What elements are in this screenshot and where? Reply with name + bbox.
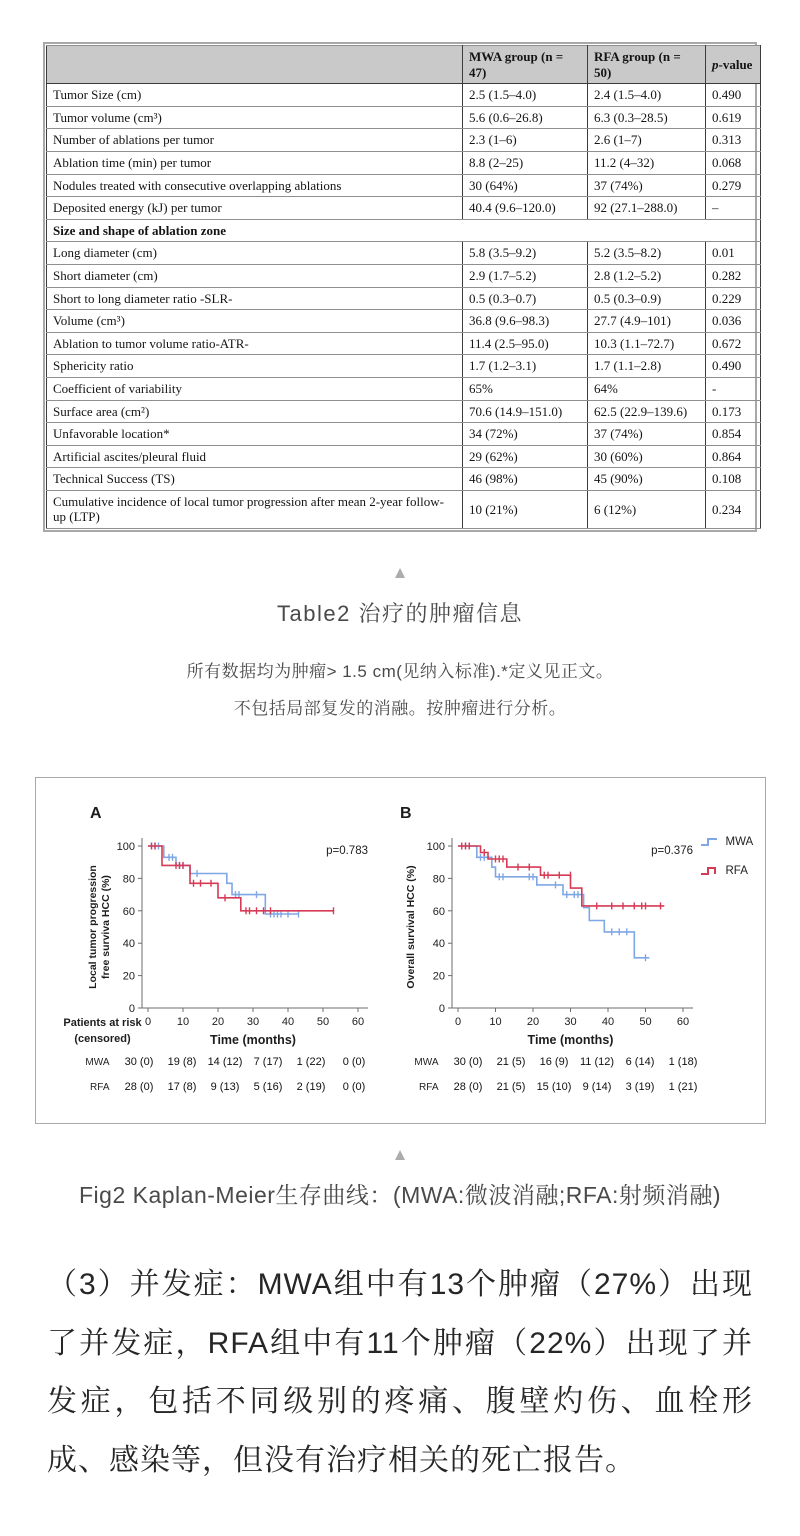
results-table-body xyxy=(47,84,761,529)
body-paragraph: （3）并发症：MWA组中有13个肿瘤（27%）出现了并发症，RFA组中有11个肿瘤（22%）出现了并发症，包括不同级别的疼痛、腹壁灼伤、血栓形成、感染等，但没有治疗相关的死亡报告。 xyxy=(47,1268,753,1477)
svg-text:30: 30 xyxy=(563,1016,577,1029)
pvalue-cell: - xyxy=(706,377,761,400)
table-section-row xyxy=(47,219,761,242)
svg-text:0: 0 xyxy=(144,1016,151,1029)
pvalue-cell: 0.229 xyxy=(706,287,761,310)
mwa-value-cell: 5.6 (0.6–26.8) xyxy=(463,106,588,129)
svg-text:B: B xyxy=(399,805,412,823)
risk-value: 6 (14) xyxy=(625,1056,655,1069)
risk-value: 0 (0) xyxy=(342,1081,366,1094)
row-label-cell: Tumor volume (cm³) xyxy=(47,106,463,129)
pvalue-cell: 0.864 xyxy=(706,445,761,468)
table-row xyxy=(47,310,761,333)
rfa-value-cell: 45 (90%) xyxy=(588,468,706,491)
risk-value: 17 (8) xyxy=(167,1081,197,1094)
km-curve-rfa xyxy=(148,843,334,915)
pvalue-cell: 0.173 xyxy=(706,400,761,423)
rfa-value-cell: 5.2 (3.5–8.2) xyxy=(588,242,706,265)
risk-value: 16 (9) xyxy=(539,1056,569,1069)
row-label-cell: Short diameter (cm) xyxy=(47,264,463,287)
mwa-value-cell: 34 (72%) xyxy=(463,423,588,446)
risk-value: 2 (19) xyxy=(296,1081,326,1094)
row-label-cell: Number of ablations per tumor xyxy=(47,129,463,152)
svg-text:40: 40 xyxy=(601,1016,614,1029)
svg-text:p=0.376: p=0.376 xyxy=(650,845,693,858)
svg-text:A: A xyxy=(89,805,102,823)
row-label-cell: Artificial ascites/pleural fluid xyxy=(47,445,463,468)
risk-value: 1 (22) xyxy=(296,1056,326,1069)
risk-value: 28 (0) xyxy=(453,1081,483,1094)
pvalue-cell: 0.234 xyxy=(706,490,761,528)
risk-value: 21 (5) xyxy=(496,1081,526,1094)
svg-text:100: 100 xyxy=(426,841,445,854)
mwa-value-cell: 5.8 (3.5–9.2) xyxy=(463,242,588,265)
risk-value: 9 (14) xyxy=(582,1081,612,1094)
mwa-value-cell: 11.4 (2.5–95.0) xyxy=(463,332,588,355)
row-label-cell: Short to long diameter ratio -SLR- xyxy=(47,287,463,310)
table-row xyxy=(47,287,761,310)
rfa-value-cell: 6.3 (0.3–28.5) xyxy=(588,106,706,129)
pvalue-cell: 0.036 xyxy=(706,310,761,333)
row-label-cell: Long diameter (cm) xyxy=(47,242,463,265)
mwa-value-cell: 10 (21%) xyxy=(463,490,588,528)
table-row xyxy=(47,377,761,400)
svg-text:40: 40 xyxy=(122,938,135,951)
row-label-cell: Unfavorable location* xyxy=(47,423,463,446)
risk-value: 9 (13) xyxy=(210,1081,240,1094)
table-header-row xyxy=(47,46,761,84)
figure-caption-block xyxy=(0,1146,800,1210)
rfa-value-cell: 0.5 (0.3–0.9) xyxy=(588,287,706,310)
results-table-head xyxy=(47,46,761,84)
mwa-value-cell: 29 (62%) xyxy=(463,445,588,468)
pvalue-cell: 0.672 xyxy=(706,332,761,355)
rfa-value-cell: 2.8 (1.2–5.2) xyxy=(588,264,706,287)
svg-text:0: 0 xyxy=(438,1003,445,1016)
mwa-value-cell: 1.7 (1.2–3.1) xyxy=(463,355,588,378)
km-curve-mwa xyxy=(458,843,649,962)
table-row xyxy=(47,468,761,491)
rfa-value-cell: 92 (27.1–288.0) xyxy=(588,197,706,220)
mwa-value-cell: 46 (98%) xyxy=(463,468,588,491)
svg-text:40: 40 xyxy=(432,938,445,951)
table-row xyxy=(47,332,761,355)
row-label-cell: Ablation time (min) per tumor xyxy=(47,151,463,174)
censor-marks-mwa xyxy=(151,843,298,918)
rfa-value-cell: 2.4 (1.5–4.0) xyxy=(588,84,706,107)
header-cell-mwa: MWA group (n = 47) xyxy=(463,46,588,84)
svg-text:Local tumor progression: Local tumor progression xyxy=(86,865,99,989)
pvalue-cell: 0.619 xyxy=(706,106,761,129)
legend-entry-rfa xyxy=(700,865,754,877)
figure-box xyxy=(35,777,766,1124)
legend-step-icon xyxy=(700,865,720,877)
mwa-value-cell: 36.8 (9.6–98.3) xyxy=(463,310,588,333)
svg-text:40: 40 xyxy=(281,1016,294,1029)
mwa-value-cell: 70.6 (14.9–151.0) xyxy=(463,400,588,423)
risk-value: 15 (10) xyxy=(536,1081,572,1094)
risk-value: 3 (19) xyxy=(625,1081,655,1094)
km-chart-panel-a xyxy=(56,786,386,1048)
table-row xyxy=(47,151,761,174)
rfa-value-cell: 2.6 (1–7) xyxy=(588,129,706,152)
table-row xyxy=(47,174,761,197)
rfa-value-cell: 27.7 (4.9–101) xyxy=(588,310,706,333)
svg-text:0: 0 xyxy=(454,1016,461,1029)
table-row xyxy=(47,423,761,446)
pvalue-cell: 0.490 xyxy=(706,84,761,107)
rfa-value-cell: 62.5 (22.9–139.6) xyxy=(588,400,706,423)
svg-text:60: 60 xyxy=(351,1016,364,1029)
svg-text:20: 20 xyxy=(122,970,135,983)
pvalue-cell: 0.01 xyxy=(706,242,761,265)
axes xyxy=(138,838,368,1012)
risk-row-rfa xyxy=(405,1081,705,1093)
svg-text:20: 20 xyxy=(211,1016,224,1029)
risk-row-mwa xyxy=(76,1056,376,1068)
risk-value: 28 (0) xyxy=(124,1081,154,1094)
results-table xyxy=(46,45,761,529)
row-label-cell: Deposited energy (kJ) per tumor xyxy=(47,197,463,220)
legend-label: MWA xyxy=(725,836,754,849)
chart-legend xyxy=(700,836,754,894)
mwa-value-cell: 8.8 (2–25) xyxy=(463,151,588,174)
svg-text:60: 60 xyxy=(676,1016,689,1029)
risk-value: 30 (0) xyxy=(453,1056,483,1069)
censored-line: (censored) xyxy=(74,1032,131,1045)
risk-value: 14 (12) xyxy=(207,1056,243,1069)
row-label-cell: Surface area (cm²) xyxy=(47,400,463,423)
mwa-value-cell: 40.4 (9.6–120.0) xyxy=(463,197,588,220)
legend-entry-mwa xyxy=(700,836,754,848)
mwa-value-cell: 65% xyxy=(463,377,588,400)
svg-text:80: 80 xyxy=(122,873,135,886)
km-chart-panel-b xyxy=(366,786,696,1048)
risk-row-label: MWA xyxy=(85,1056,110,1068)
risk-table-panel-a xyxy=(76,1056,376,1106)
svg-text:60: 60 xyxy=(432,905,445,918)
risk-value: 19 (8) xyxy=(167,1056,197,1069)
svg-text:Overall survival HCC (%): Overall survival HCC (%) xyxy=(404,865,417,989)
table-notes xyxy=(0,654,800,727)
risk-row-mwa xyxy=(405,1056,705,1068)
svg-text:80: 80 xyxy=(432,873,445,886)
table-row xyxy=(47,355,761,378)
svg-text:100: 100 xyxy=(116,841,135,854)
row-label-cell: Coefficient of variability xyxy=(47,377,463,400)
censor-marks-rfa xyxy=(151,843,333,915)
svg-text:Time (months): Time (months) xyxy=(209,1033,296,1048)
table-row xyxy=(47,400,761,423)
table-row xyxy=(47,197,761,220)
header-cell-rfa: RFA group (n = 50) xyxy=(588,46,706,84)
pvalue-cell: 0.282 xyxy=(706,264,761,287)
svg-text:Time (months): Time (months) xyxy=(527,1033,613,1048)
patients-at-risk-line: Patients at risk xyxy=(63,1017,142,1030)
figure-caption-text: Fig2 Kaplan-Meier生存曲线：(MWA:微波消融;RFA:射频消融) xyxy=(79,1182,721,1209)
risk-row-label: RFA xyxy=(419,1081,439,1093)
risk-value: 0 (0) xyxy=(342,1056,366,1069)
pvalue-cell: 0.108 xyxy=(706,468,761,491)
pvalue-cell: 0.854 xyxy=(706,423,761,446)
risk-row-label: RFA xyxy=(90,1081,110,1093)
rfa-value-cell: 37 (74%) xyxy=(588,423,706,446)
svg-text:free surviva HCC (%): free surviva HCC (%) xyxy=(99,875,112,980)
risk-value: 1 (18) xyxy=(668,1056,698,1069)
header-cell-empty xyxy=(47,46,463,84)
pvalue-cell: 0.279 xyxy=(706,174,761,197)
risk-value: 1 (21) xyxy=(668,1081,698,1094)
patients-at-risk-label xyxy=(38,1016,168,1047)
rfa-value-cell: 1.7 (1.1–2.8) xyxy=(588,355,706,378)
mwa-value-cell: 0.5 (0.3–0.7) xyxy=(463,287,588,310)
rfa-value-cell: 37 (74%) xyxy=(588,174,706,197)
pvalue-cell: 0.068 xyxy=(706,151,761,174)
row-label-cell: Technical Success (TS) xyxy=(47,468,463,491)
legend-step-icon xyxy=(700,836,720,848)
km-curve-mwa xyxy=(148,843,299,918)
mwa-value-cell: 2.5 (1.5–4.0) xyxy=(463,84,588,107)
svg-text:10: 10 xyxy=(176,1016,189,1029)
header-cell-pvalue: p-value xyxy=(706,46,761,84)
svg-text:50: 50 xyxy=(316,1016,329,1029)
mwa-value-cell: 2.3 (1–6) xyxy=(463,129,588,152)
row-label-cell: Sphericity ratio xyxy=(47,355,463,378)
table-caption-title: Table2 治疗的肿瘤信息 xyxy=(277,601,523,627)
table-row xyxy=(47,242,761,265)
mwa-value-cell: 2.9 (1.7–5.2) xyxy=(463,264,588,287)
svg-text:20: 20 xyxy=(432,970,445,983)
table-row xyxy=(47,129,761,152)
table-row xyxy=(47,264,761,287)
km-curve-rfa xyxy=(458,843,664,910)
svg-text:60: 60 xyxy=(122,905,135,918)
rfa-value-cell: 64% xyxy=(588,377,706,400)
legend-label: RFA xyxy=(725,865,748,878)
risk-value: 21 (5) xyxy=(496,1056,526,1069)
svg-text:50: 50 xyxy=(638,1016,652,1029)
svg-text:20: 20 xyxy=(526,1016,539,1029)
risk-value: 11 (12) xyxy=(579,1056,615,1069)
risk-value: 7 (17) xyxy=(253,1056,283,1069)
svg-text:30: 30 xyxy=(246,1016,259,1029)
pvalue-cell: 0.313 xyxy=(706,129,761,152)
table-row xyxy=(47,106,761,129)
table-row xyxy=(47,84,761,107)
results-table-container xyxy=(43,42,757,532)
risk-row-label: MWA xyxy=(414,1056,439,1068)
table-note-line: 所有数据均为肿瘤> 1.5 cm(见纳入标准).*定义见正文。 xyxy=(186,662,614,682)
rfa-value-cell: 11.2 (4–32) xyxy=(588,151,706,174)
pvalue-cell: 0.490 xyxy=(706,355,761,378)
risk-value: 30 (0) xyxy=(124,1056,154,1069)
svg-text:0: 0 xyxy=(128,1003,135,1016)
collapse-triangle-icon: ▲ xyxy=(391,1145,409,1165)
axes xyxy=(448,838,693,1012)
row-label-cell: Tumor Size (cm) xyxy=(47,84,463,107)
risk-table-panel-b xyxy=(405,1056,705,1106)
mwa-value-cell: 30 (64%) xyxy=(463,174,588,197)
collapse-triangle-icon: ▲ xyxy=(391,563,409,583)
table-caption-block xyxy=(0,564,800,727)
section-header-cell: Size and shape of ablation zone xyxy=(47,219,761,242)
pvalue-cell: – xyxy=(706,197,761,220)
risk-row-rfa xyxy=(76,1081,376,1093)
rfa-value-cell: 30 (60%) xyxy=(588,445,706,468)
table-row xyxy=(47,490,761,528)
svg-text:10: 10 xyxy=(488,1016,502,1029)
row-label-cell: Ablation to tumor volume ratio-ATR- xyxy=(47,332,463,355)
rfa-value-cell: 6 (12%) xyxy=(588,490,706,528)
row-label-cell: Volume (cm³) xyxy=(47,310,463,333)
svg-text:p=0.783: p=0.783 xyxy=(325,845,368,858)
rfa-value-cell: 10.3 (1.1–72.7) xyxy=(588,332,706,355)
row-label-cell: Nodules treated with consecutive overlapping ablations xyxy=(47,174,463,197)
row-label-cell: Cumulative incidence of local tumor progression after mean 2-year follow-up (LTP) xyxy=(47,490,463,528)
risk-value: 5 (16) xyxy=(253,1081,283,1094)
table-note-line: 不包括局部复发的消融。按肿瘤进行分析。 xyxy=(233,698,567,718)
table-row xyxy=(47,445,761,468)
